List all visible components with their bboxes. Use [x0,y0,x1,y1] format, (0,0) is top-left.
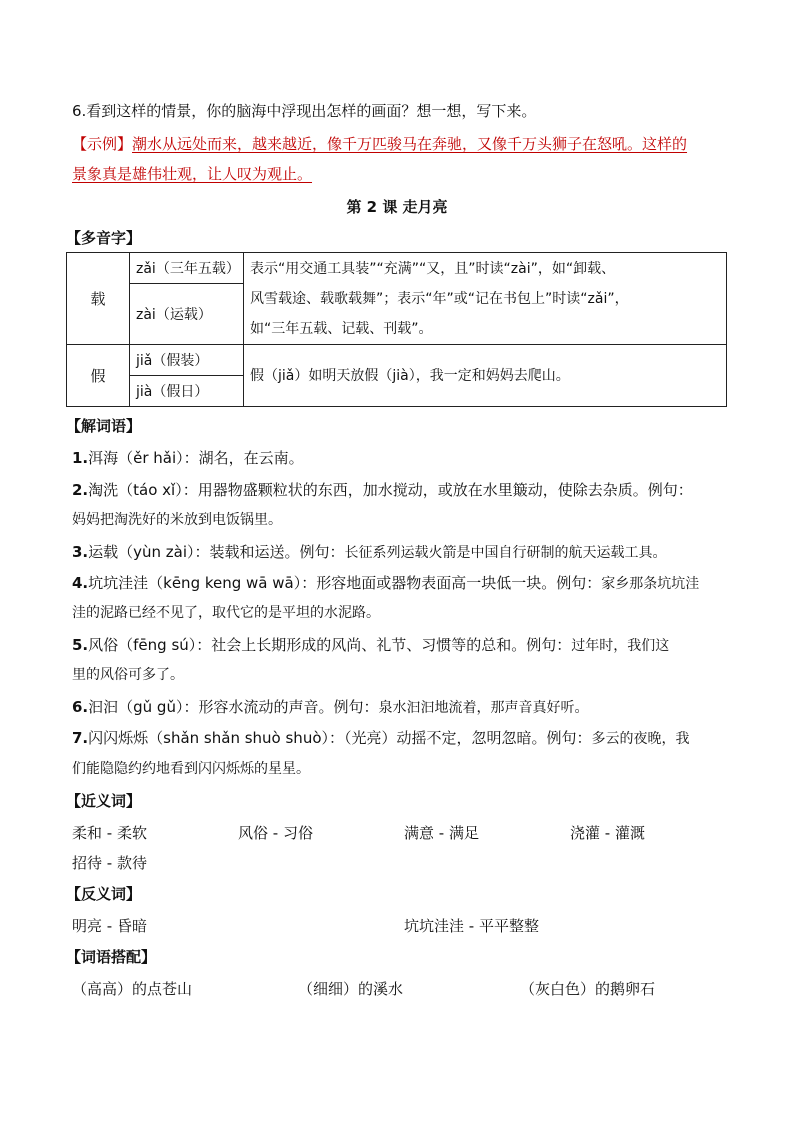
example-line-2 [72,164,312,184]
item-number: 4. [72,574,89,592]
example-text-1: 潮水从远处而来，越来越近，像千万匹骏马在奔驰，又像千万头狮子在怒吼。这样的 [132,135,688,153]
vocab-item-7 [72,728,690,749]
item-number: 1. [72,449,89,467]
vocab-item-7-example: 们能隐隐约约地看到闪闪烁烁的星星。 [72,761,310,777]
item-text: 洱海（ěr hǎi）：湖名，在云南。 [88,449,304,467]
vocab-item-6 [72,697,588,718]
synonym-pair: 柔和 - 柔软 [72,824,147,842]
item-example: 家乡那条坑坑洼 [601,576,700,592]
item-number: 7. [72,729,89,747]
item-example: 泉水汩汩地流着，那声音真好听。 [378,700,589,716]
item-text: 闪闪烁烁（shǎn shǎn shuò shuò）：（光亮）动摇不定，忽明忽暗。例句： [88,729,592,747]
vocab-item-2 [72,480,693,500]
collocation-item: （细细）的溪水 [298,980,404,998]
explanation-line: 如“三年五载、记载、刊载”。 [250,320,433,337]
polyphone-char: 假 [67,345,130,407]
explanation-line: 假（jiǎ）如明天放假（jià），我一定和妈妈去爬山。 [250,367,570,384]
vocab-heading: 【解词语】 [66,417,142,435]
example-text-2: 景象真是雄伟壮观，让人叹为观止。 [72,165,313,183]
polyphone-table [66,252,727,407]
synonyms-row-2 [72,852,752,874]
example-tag: 【示例】 [72,135,133,153]
item-number: 3. [72,543,89,561]
item-text: 运载（yùn zài）：装载和运送。例句： [88,543,345,561]
vocab-item-5-example: 里的风俗可多了。 [72,667,184,683]
item-example: 长征系列运载火箭是中国自行研制的航天运载工具。 [344,545,667,561]
collocation-item: （高高）的点苍山 [72,980,193,998]
reading-explanation [244,253,727,345]
item-text: 坑坑洼洼（kēng keng wā wā）：形容地面或器物表面高一块低一块。例句： [88,574,602,592]
synonym-pair: 风俗 - 习俗 [238,824,313,842]
item-number: 2. [72,481,89,499]
antonym-pair: 明亮 - 昏暗 [72,917,147,935]
item-example: 多云的夜晚，我 [591,731,690,747]
vocab-item-1 [72,448,304,468]
synonym-pair: 满意 - 满足 [404,824,479,842]
table-row [67,253,727,284]
item-number: 6. [72,698,89,716]
item-example: 过年时，我们这 [571,638,670,654]
vocab-item-4-example: 洼的泥路已经不见了，取代它的是平坦的水泥路。 [72,605,380,621]
item-text: 汩汩（gǔ gǔ）：形容水流动的声音。例句： [88,698,379,716]
item-text: 风俗（fēng sú）：社会上长期形成的风尚、礼节、习惯等的总和。例句： [88,636,572,654]
reading-cell: zài（运载） [130,284,244,345]
vocab-item-4 [72,573,699,594]
synonyms-heading: 【近义词】 [66,792,142,810]
collocations-row [72,978,752,1000]
lesson-title: 第 2 课 走月亮 [346,198,448,216]
synonym-pair: 浇灌 - 灌溉 [570,824,645,842]
vocab-item-2-example: 妈妈把淘洗好的米放到电饭锅里。 [72,512,282,528]
example-line-1 [72,134,687,154]
reading-cell: zǎi（三年五载） [130,253,244,284]
item-number: 5. [72,636,89,654]
reading-cell: jià（假日） [130,376,244,407]
collocations-heading: 【词语搭配】 [66,948,157,966]
polyphone-char: 载 [67,253,130,345]
antonym-pair: 坑坑洼洼 - 平平整整 [404,917,539,935]
table-row [67,345,727,376]
synonym-pair: 招待 - 款待 [72,854,147,872]
synonyms-row-1 [72,822,752,844]
vocab-item-3 [72,542,667,563]
reading-explanation [244,345,727,407]
collocation-item: （灰白色）的鹅卵石 [520,980,656,998]
explanation-line: 表示“用交通工具装”“充满”“又，且”时读“zài”，如“卸载、 [250,260,616,277]
polyphone-heading: 【多音字】 [66,229,142,247]
vocab-item-5 [72,635,669,656]
item-text: 淘洗（táo xǐ）：用器物盛颗粒状的东西，加水搅动，或放在水里簸动，使除去杂质。例句： [88,481,693,499]
antonyms-row [72,915,752,937]
explanation-line: 风雪载途、载歌载舞”；表示“年”或“记在书包上”时读“zǎi”， [250,290,629,307]
antonyms-heading: 【反义词】 [66,885,142,903]
reading-cell: jiǎ（假装） [130,345,244,376]
question-6: 6.看到这样的情景，你的脑海中浮现出怎样的画面？想一想，写下来。 [72,102,537,120]
